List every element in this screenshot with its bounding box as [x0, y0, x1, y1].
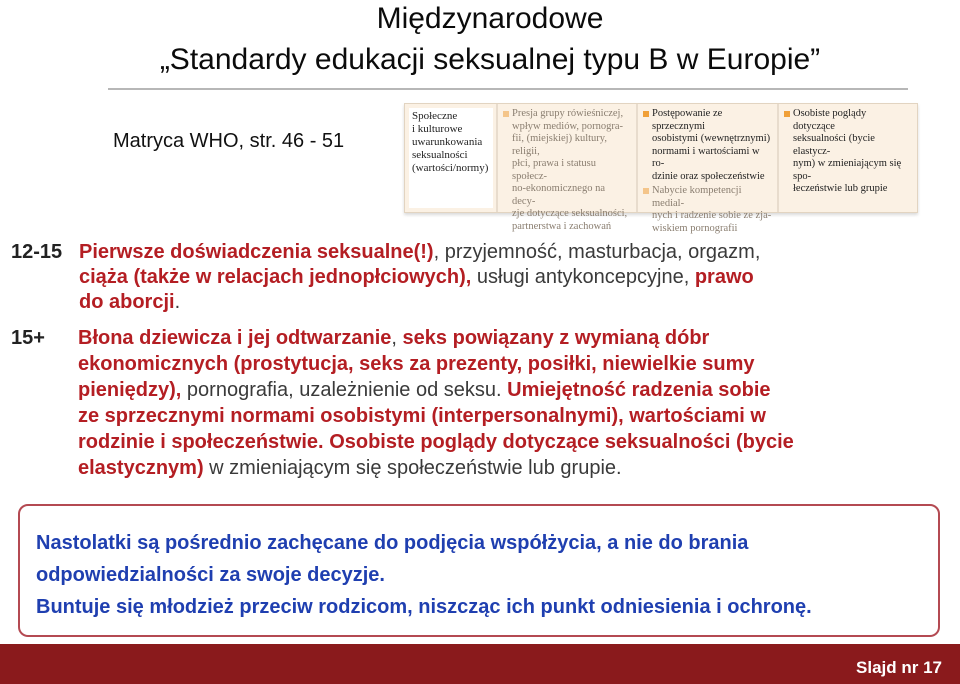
paragraph-line	[78, 325, 709, 351]
title-divider	[108, 88, 908, 90]
cell-line: Postępowanie ze sprzecznymi	[652, 108, 723, 132]
highlight: do aborcji	[79, 291, 175, 313]
paragraph-line	[78, 351, 755, 377]
row-header-line: Społeczne	[412, 110, 458, 122]
matrix-row-header	[409, 108, 493, 208]
highlight: ciąża (także w relacjach jednopłciowych),	[79, 266, 472, 288]
plain-text: , przyjemność, masturbacja, orgazm,	[433, 241, 761, 263]
plain-text: .	[174, 291, 181, 313]
conclusion-line: odpowiedzialności za swoje decyzje.	[36, 564, 385, 586]
matrix-bullet	[643, 108, 772, 183]
paragraph-line	[79, 290, 180, 315]
cell-line: seksualności (bycie elastycz-	[793, 133, 875, 157]
who-matrix-excerpt	[404, 103, 918, 234]
slide-number: Slajd nr 17	[856, 658, 942, 677]
highlight: elastycznym)	[78, 457, 204, 479]
bullet-square-icon	[503, 111, 509, 117]
highlight: seks powiązany z wymianą dóbr	[402, 327, 710, 349]
column-separator	[777, 104, 779, 212]
row-header-line: i kulturowe	[412, 123, 463, 135]
matrix-cell-age-15-plus	[780, 108, 914, 208]
highlight: Osobiste poglądy dotyczące seksualności (bycie	[329, 431, 794, 453]
paragraph-line	[78, 455, 622, 481]
highlight: rodzinie i społeczeństwie.	[78, 431, 324, 453]
plain-text: ,	[391, 327, 403, 349]
cell-line: no-ekonomicznego na decy-	[512, 183, 606, 207]
source-reference: Matryca WHO, str. 46 - 51	[113, 130, 345, 152]
conclusion-line: Buntuje się młodzież przeciw rodzicom, niszcząc ich punkt odniesienia i ochronę.	[36, 596, 812, 618]
matrix-cell-age-12-15	[639, 108, 776, 234]
row-header-line: seksualności	[412, 149, 468, 161]
matrix-bullet	[503, 108, 630, 233]
cell-line: zje dotyczące seksualności,	[512, 208, 628, 219]
cell-line: wiskiem pornografii	[652, 222, 738, 234]
cell-line: osobistymi (wewnętrznymi)	[652, 133, 771, 144]
cell-line: fii, (miejskiej) kultury, religii,	[512, 133, 607, 157]
paragraph-line	[79, 265, 754, 290]
bullet-square-icon	[784, 111, 790, 117]
bullet-square-icon	[643, 111, 649, 117]
paragraph-line	[78, 403, 766, 429]
conclusion-line: Nastolatki są pośrednio zachęcane do podjęcia współżycia, a nie do brania	[36, 532, 749, 554]
cell-line: normami i wartościami w ro-	[652, 145, 760, 169]
plain-text: pornografia, uzależnienie od seksu.	[181, 379, 508, 401]
cell-line: łeczeństwie lub grupie	[793, 183, 888, 194]
cell-line: Presja grupy rówieśniczej,	[512, 108, 624, 119]
cell-line: partnerstwa i zachowań	[512, 220, 612, 232]
age-label: 12-15	[11, 241, 63, 263]
cell-line: Osobiste poglądy dotyczące	[793, 108, 867, 132]
plain-text: w zmieniającym się społeczeństwie lub grupie.	[203, 457, 622, 479]
highlight: Umiejętność radzenia sobie	[507, 379, 771, 401]
paragraph-line	[78, 377, 771, 403]
matrix-bullet	[643, 185, 772, 235]
cell-line: nym) w zmieniającym się spo-	[793, 158, 902, 182]
highlight: prawo	[694, 266, 754, 288]
matrix-bullet	[784, 108, 910, 196]
title-line-1: Międzynarodowe	[376, 2, 604, 35]
footer-bar	[0, 644, 960, 684]
bullet-square-icon	[643, 188, 649, 194]
paragraph-line	[78, 429, 794, 455]
highlight: ekonomicznych (prostytucja, seks za prezenty, posiłki, niewielkie sumy	[78, 353, 755, 375]
highlight: Pierwsze doświadczenia seksualne(!)	[79, 241, 434, 263]
matrix-cell-age-9-12	[499, 108, 634, 232]
paragraph-line	[79, 240, 760, 265]
highlight: ze sprzecznymi normami osobistymi (interpersonalnymi), wartościami w	[78, 405, 766, 427]
column-separator	[636, 104, 638, 212]
column-separator	[496, 104, 498, 212]
cell-line: płci, prawa i statusu społecz-	[512, 158, 596, 182]
cell-line: nych i radzenie sobie ze zja-	[652, 210, 772, 221]
title-line-2: „Standardy edukacji seksualnej typu B w Europie”	[159, 43, 821, 76]
conclusion-text	[36, 527, 941, 623]
row-header-line: (wartości/normy)	[412, 162, 489, 174]
highlight: pieniędzy),	[78, 379, 182, 401]
age-label: 15+	[11, 327, 45, 349]
plain-text: usługi antykoncepcyjne,	[471, 266, 695, 288]
row-header-line: uwarunkowania	[412, 136, 483, 148]
highlight: Błona dziewicza i jej odtwarzanie	[78, 327, 392, 349]
cell-line: Nabycie kompetencji medial-	[652, 185, 742, 209]
cell-line: wpływ mediów, pornogra-	[512, 120, 624, 132]
cell-line: dzinie oraz społeczeństwie	[652, 170, 765, 182]
